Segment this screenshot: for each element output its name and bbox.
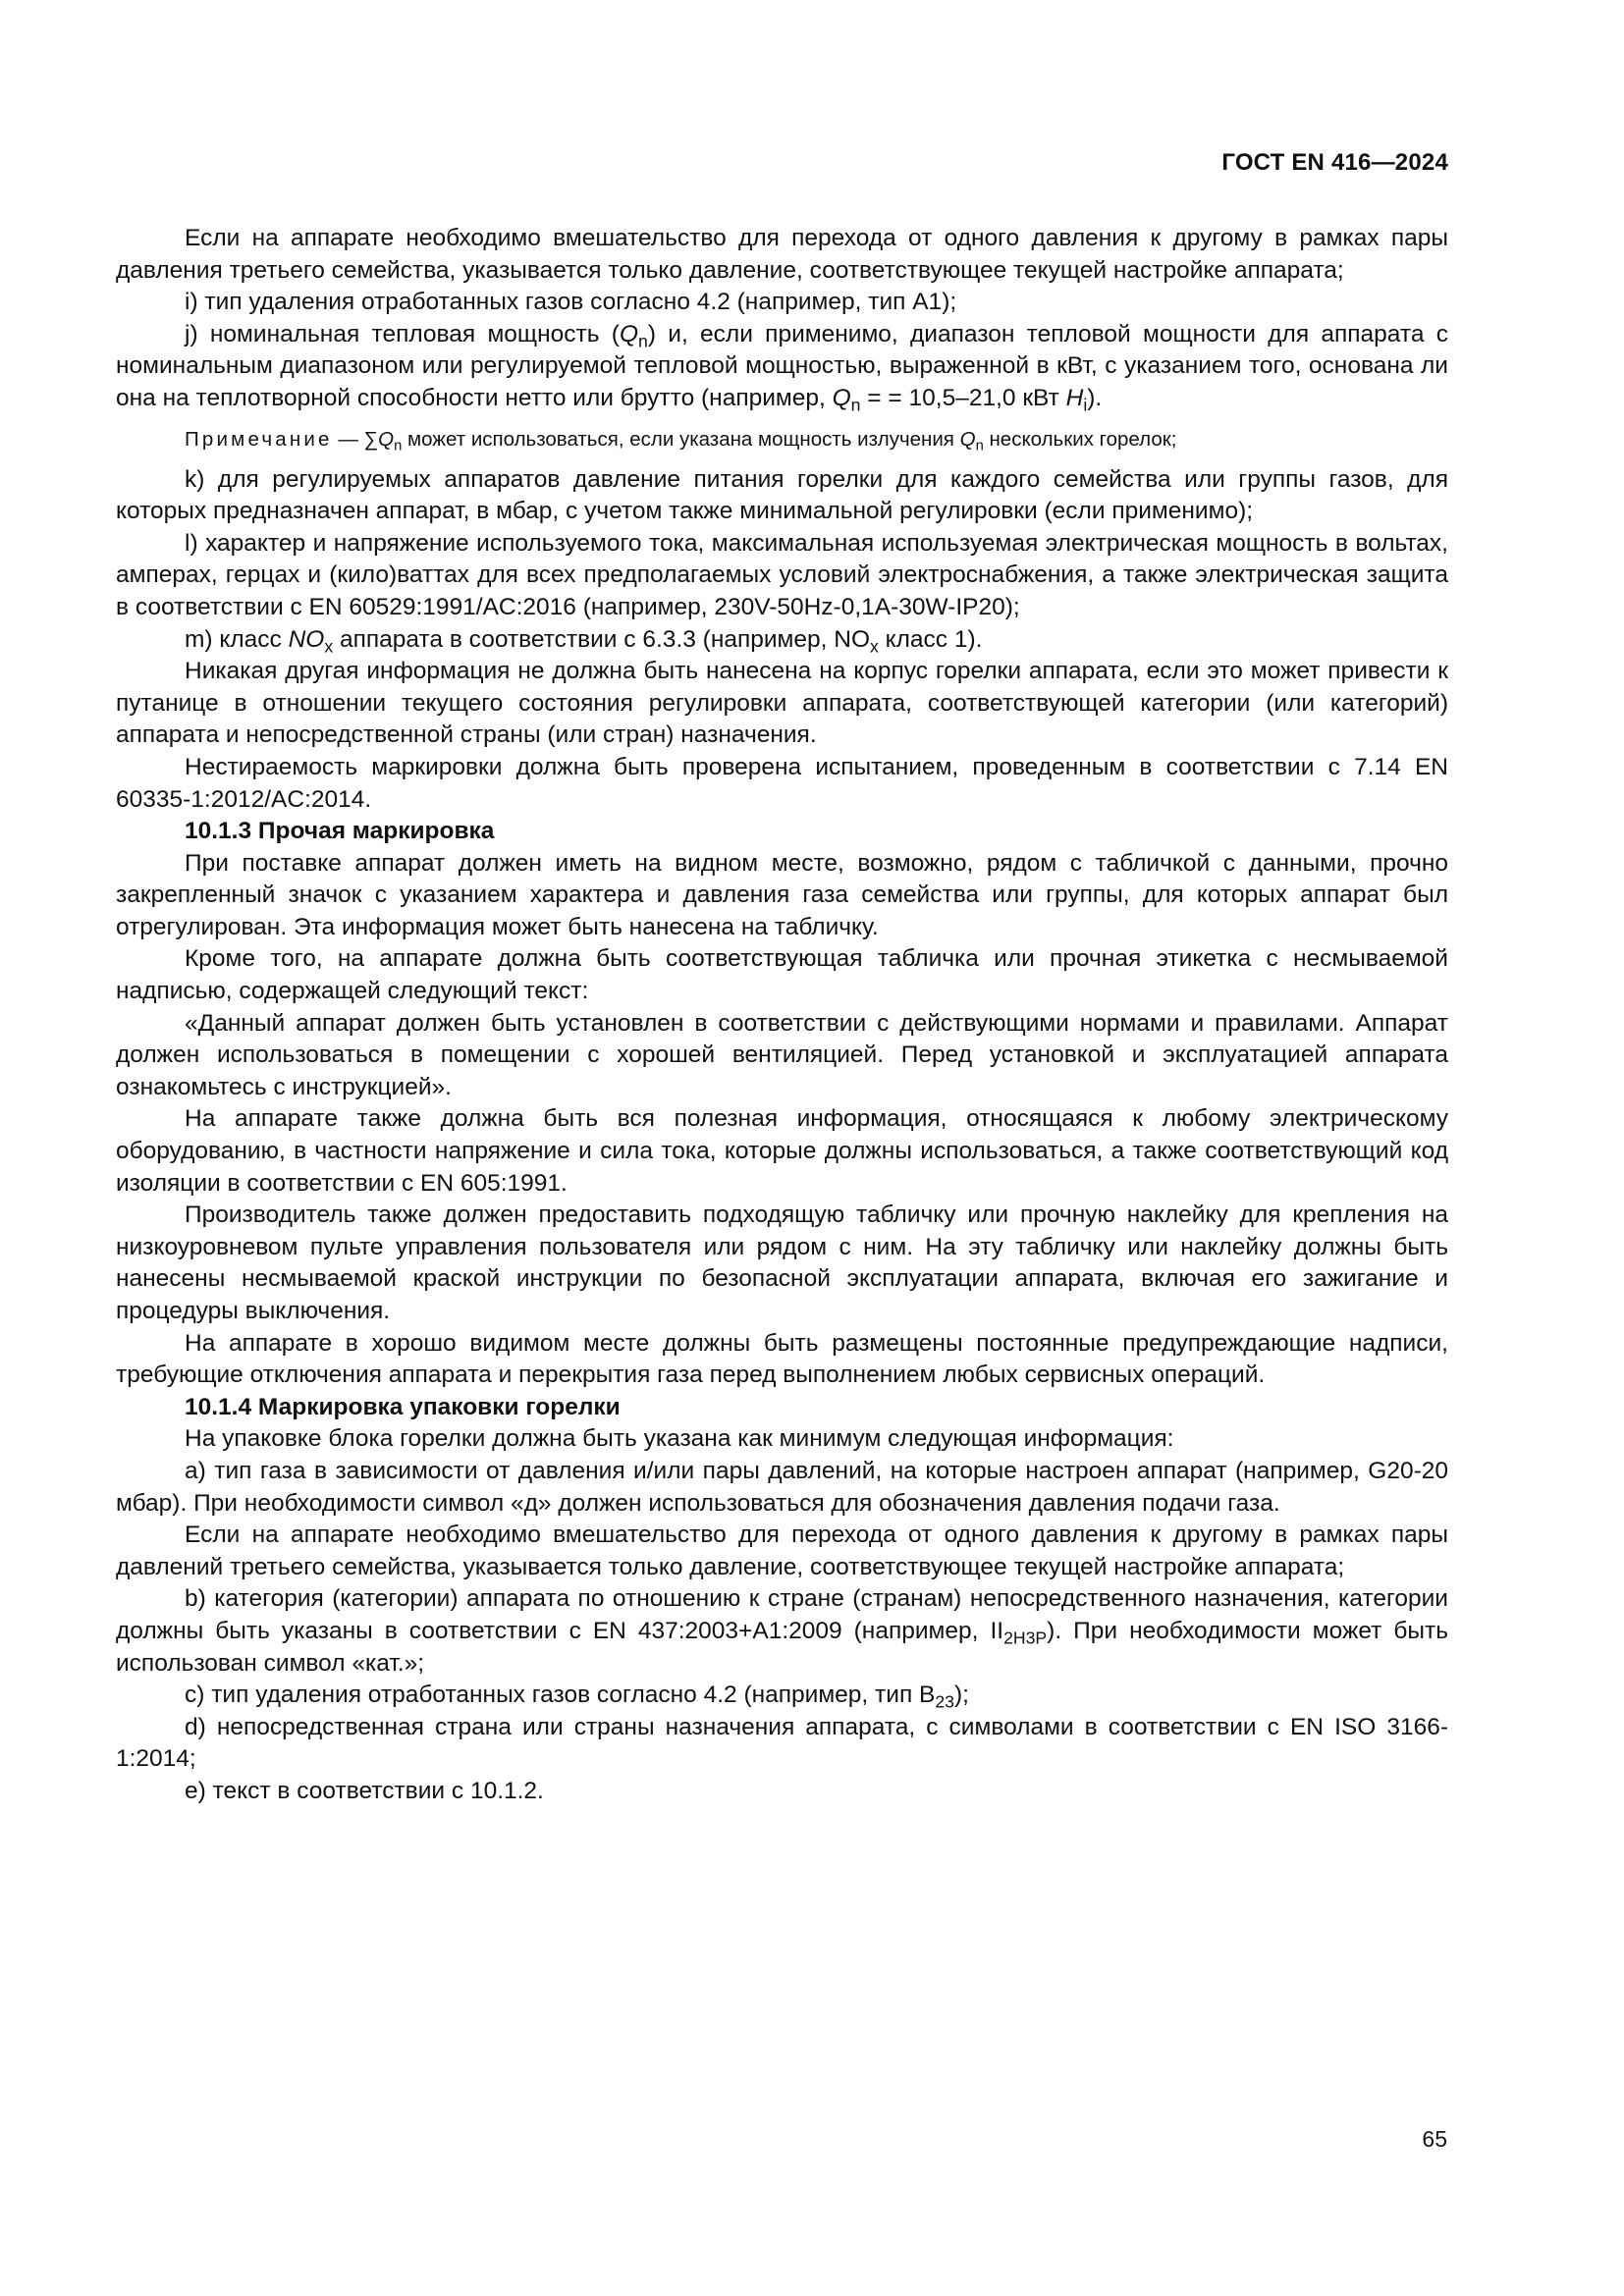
body-paragraph: l) характер и напряжение используемого тока, максимальная используемая электрическая мощность в вольтах, амперах, герцах и (кило)ваттах для всех предполагаемых условий электроснабжения, а также электрическая защита в соответствии с EN 60529:1991/AC:2016 (например, 230V-50Hz-0,1A-30W-IP20); <box>116 529 1448 620</box>
body-paragraph: Кроме того, на аппарате должна быть соответствующая табличка или прочная этикетка с несмываемой надписью, содержащей следующий текст: <box>116 945 1448 1005</box>
body-paragraph: «Данный аппарат должен быть установлен в соответствии с действующими нормами и правилами. Аппарат должен использоваться в помещении с хорошей вентиляцией. Перед установкой и эксплуатацией аппарата ознакомьтесь с инструкцией». <box>116 1009 1448 1100</box>
section-heading: 10.1.4 Маркировка упаковки горелки <box>185 1393 621 1420</box>
body-paragraph: На аппарате в хорошо видимом месте должны быть размещены постоянные предупреждающие надписи, требующие отключения аппарата и перекрытия газа перед выполнением любых сервисных операций. <box>116 1329 1448 1389</box>
body-paragraph: Никакая другая информация не должна быть нанесена на корпус горелки аппарата, если это может привести к путанице в отношении текущего состояния регулировки аппарата, соответствующей категории (или категорий) аппарата и непосредственной страны (или стран) назначения. <box>116 658 1448 749</box>
body-paragraph: e) текст в соответствии с 10.1.2. <box>185 1777 544 1804</box>
document-header: ГОСТ EN 416—2024 <box>1221 149 1448 176</box>
body-paragraph: j) номинальная тепловая мощность $(Q_n)$ и, если применимо, диапазон тепловой мощности для аппарата с номинальным диапазоном или регулируемой тепловой мощностью, выраженной в кВт, с указанием того, основана ли она на теплотворной способности нетто или брутто (например, $Q_n$ = = 10,5–21,0 кВт $H_i$). <box>116 320 1449 415</box>
body-paragraph: b) категория (категории) аппарата по отношению к стране (странам) непосредственного назначения, категории должны быть указаны в соответствии с EN 437:2003+A1:2009 (например, $II_{2H3P}$). При необходимости может быть использован символ «кат.»; <box>116 1585 1449 1677</box>
document-body <box>116 223 1448 1808</box>
body-paragraph: m) класс $NO_x$ аппарата в соответствии с 6.3.3 (например, $NO_x$ класс 1). <box>185 625 983 656</box>
body-paragraph: При поставке аппарат должен иметь на видном месте, возможно, рядом с табличкой с данными, прочно закрепленный значок с указанием характера и давления газа семейства или группы, для которых аппарат был отрегулирован. Эта информация может быть нанесена на табличку. <box>116 849 1448 940</box>
section-heading: 10.1.3 Прочая маркировка <box>185 818 495 845</box>
body-paragraph: c) тип удаления отработанных газов согласно 4.2 (например, тип $B_{23}$); <box>185 1682 969 1712</box>
body-paragraph: Производитель также должен предоставить подходящую табличку или прочную наклейку для крепления на низкоуровневом пульте управления пользователя или рядом с ним. На эту табличку или наклейку должны быть нанесены несмываемой краской инструкции по безопасной эксплуатации аппарата, включая его зажигание и процедуры выключения. <box>116 1201 1448 1324</box>
body-paragraph: Нестираемость маркировки должна быть проверена испытанием, проведенным в соответствии с 7.14 EN 60335-1:2012/AC:2014. <box>116 753 1448 813</box>
page-number: 65 <box>1422 2126 1447 2152</box>
body-paragraph: На упаковке блока горелки должна быть указана как минимум следующая информация: <box>185 1425 1174 1453</box>
body-paragraph: Если на аппарате необходимо вмешательство для перехода от одного давления к другому в рамках пары давления третьего семейства, указывается только давление, соответствующее текущей настройке аппарата; <box>116 225 1448 284</box>
body-paragraph: d) непосредственная страна или страны назначения аппарата, с символами в соответствии с EN ISO 3166-1:2014; <box>116 1713 1448 1773</box>
body-paragraph: k) для регулируемых аппаратов давление питания горелки для каждого семейства или группы газов, для которых предназначен аппарат, в мбар, с учетом также минимальной регулировки (если применимо); <box>116 465 1448 525</box>
body-paragraph: a) тип газа в зависимости от давления и/или пары давлений, на которые настроен аппарат (например, G20-20 мбар). При необходимости символ «д» должен использоваться для обозначения давления подачи газа. <box>116 1457 1448 1517</box>
body-paragraph: Если на аппарате необходимо вмешательство для перехода от одного давления к другому в рамках пары давлений третьего семейства, указывается только давление, соответствующее текущей настройке аппарата; <box>116 1522 1448 1580</box>
body-paragraph: i) тип удаления отработанных газов согласно 4.2 (например, тип А1); <box>185 289 957 316</box>
note-paragraph: Примечание — $\sum Q_n$ может использоваться, если указана мощность излучения $Q_n$ нескольких горелок; <box>185 427 1177 454</box>
body-paragraph: На аппарате также должна быть вся полезная информация, относящаяся к любому электрическому оборудованию, в частности напряжение и сила тока, которые должны использоваться, а также соответствующий код изоляции в соответствии с EN 605:1991. <box>116 1105 1448 1197</box>
